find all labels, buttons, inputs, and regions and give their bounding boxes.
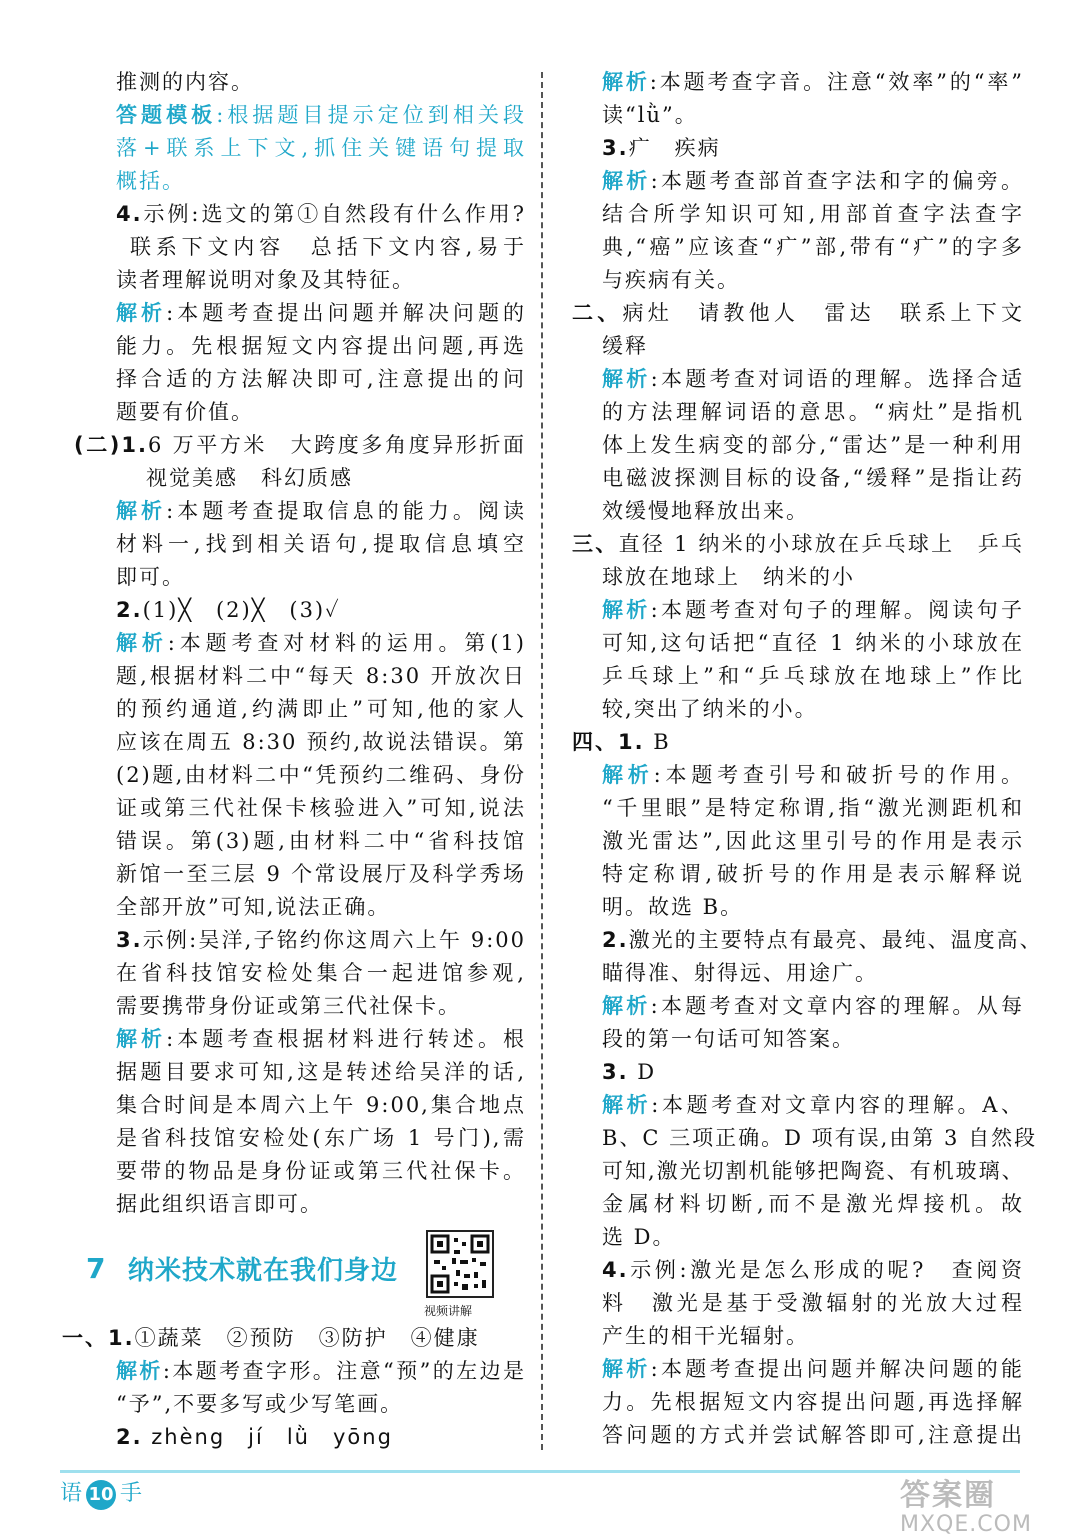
text-line: 据题目要求可知,这是转述给吴洋的话, <box>116 1060 526 1084</box>
column-divider <box>541 72 543 1450</box>
text-line: 段的第一句话可知答案。 <box>602 1027 855 1051</box>
section-header <box>86 1226 516 1330</box>
analysis: 解析:本题考查引号和破折号的作用。 <box>602 763 1025 787</box>
right-column <box>572 66 1043 1452</box>
question-3: 3.疒 疾病 <box>602 136 721 160</box>
analysis: 解析:本题考查根据材料进行转述。根 <box>116 1027 527 1051</box>
part-2-question-1: (二)1.6 万平方米 大跨度多角度异形折面 <box>74 433 526 457</box>
question-4: 4.示例:激光是怎么形成的呢? 查阅资 <box>602 1258 1024 1282</box>
text-line: 需要携带身份证或第三代社保卡。 <box>116 994 461 1018</box>
part-4-question-1: 四、1. B <box>572 730 671 754</box>
question-3: 3.示例:吴洋,子铭约你这周六上午 9:00 <box>116 928 526 952</box>
text-line: 答问题的方式并尝试解答即可,注意提出 <box>602 1423 1024 1447</box>
text-line: 落+联系上下文,抓住关键语句提取 <box>116 136 526 160</box>
footer-left-text: 语 <box>60 1481 83 1506</box>
text-line: 联系下文内容 总括下文内容,易于 <box>130 235 526 259</box>
question-2: 2.(1)╳ (2)╳ (3)✓ <box>116 598 341 622</box>
text-line: 的预约通道,约满即止”可知,他的家人 <box>116 697 526 721</box>
text-line: 与疾病有关。 <box>602 268 740 292</box>
text-line: 球放在地球上 纳米的小 <box>602 565 855 589</box>
text-line: “予”,不要多写或少写笔画。 <box>116 1392 404 1416</box>
text-line: 结合所学知识可知,用部首查字法查字 <box>602 202 1024 226</box>
watermark-text: 答案圈 <box>900 1478 996 1513</box>
text-line: 可知,这句话把“直径 1 纳米的小球放在 <box>602 631 1024 655</box>
text-line: 明。故选 B。 <box>602 895 744 919</box>
text-line: 能力。先根据短文内容提出问题,再选 <box>116 334 526 358</box>
text-line: 较,突出了纳米的小。 <box>602 697 818 721</box>
text-line: 特定称谓,破折号的作用是表示解释说 <box>602 862 1024 886</box>
text-line: 据此组织语言即可。 <box>116 1192 323 1216</box>
text-line: 择合适的方法解决即可,注意提出的问 <box>116 367 526 391</box>
part-1-question-1: 一、1.①蔬菜 ②预防 ③防护 ④健康 <box>62 1326 480 1350</box>
text-line: 在省科技馆安检处集合一起进馆参观, <box>116 961 526 985</box>
section-title: 纳米技术就在我们身边 <box>128 1256 399 1286</box>
qr-code-icon[interactable] <box>426 1230 494 1298</box>
text-line: B、C 三项正确。D 项有误,由第 3 自然段 <box>602 1126 1038 1150</box>
part-2: 二、病灶 请教他人 雷达 联系上下文 <box>572 301 1025 325</box>
analysis: 解析:本题考查字形。注意“预”的左边是 <box>116 1359 526 1383</box>
text-line: 读“lǜ”。 <box>602 103 698 127</box>
watermark <box>900 1470 1070 1537</box>
text-line: 缓释 <box>602 334 648 358</box>
page-footer <box>60 1476 142 1516</box>
text-line: 电磁波探测目标的设备,“缓释”是指让药 <box>602 466 1024 490</box>
question-4: 4.示例:选文的第①自然段有什么作用? <box>116 202 526 226</box>
text-line: 概括。 <box>116 169 185 193</box>
text-line: 新馆一至三层 9 个常设展厅及科学秀场 <box>116 862 526 886</box>
text-line: 可知,激光切割机能够把陶瓷、有机玻璃、 <box>602 1159 1025 1183</box>
analysis: 解析:本题考查对句子的理解。阅读句子 <box>602 598 1025 622</box>
text-line: 料 激光是基于受激辐射的光放大过程 <box>602 1291 1024 1315</box>
text-line: 材料一,找到相关语句,提取信息填空 <box>116 532 526 556</box>
text-line: 全部开放”可知,说法正确。 <box>116 895 391 919</box>
text-line: 选 D。 <box>602 1225 676 1249</box>
text-line: 证或第三代社保卡核验进入”可知,说法 <box>116 796 526 820</box>
text-line: 激光雷达”,因此这里引号的作用是表示 <box>602 829 1024 853</box>
question-3b: 3. D <box>602 1060 657 1084</box>
analysis: 解析:本题考查提出问题并解决问题的 <box>116 301 527 325</box>
qr-caption: 视频讲解 <box>424 1304 473 1318</box>
text-line: “千里眼”是特定称谓,指“激光测距机和 <box>602 796 1024 820</box>
text-line: 效缓慢地释放出来。 <box>602 499 809 523</box>
page-number: 10 <box>86 1480 116 1510</box>
watermark-url: MXQE.COM <box>900 1512 1032 1537</box>
text-line: 典,“癌”应该查“疒”部,带有“疒”的字多 <box>602 235 1024 259</box>
analysis: 解析:本题考查对文章内容的理解。A、 <box>602 1093 1024 1117</box>
question-2-pinyin: 2. zhèng jí lǜ yōng <box>116 1425 393 1449</box>
part-3: 三、直径 1 纳米的小球放在乒乓球上 乒乓 <box>572 532 1024 556</box>
text-line: 应该在周五 8:30 预约,故说法错误。第 <box>116 730 526 754</box>
analysis: 解析:本题考查对文章内容的理解。从每 <box>602 994 1025 1018</box>
text-line: 是省科技馆安检处(东广场 1 号门),需 <box>116 1126 526 1150</box>
text-line: 推测的内容。 <box>116 70 254 94</box>
analysis: 解析:本题考查字音。注意“效率”的“率” <box>602 70 1024 94</box>
footer-right-text: 手 <box>120 1481 143 1506</box>
text-line: 金属材料切断,而不是激光焊接机。故 <box>602 1192 1024 1216</box>
analysis: 解析:本题考查部首查字法和字的偏旁。 <box>602 169 1025 193</box>
text-line: 题要有价值。 <box>116 400 254 424</box>
template-label: 答题模板 <box>116 103 217 127</box>
text-line: 视觉美感 科幻质感 <box>146 466 353 490</box>
text-line: 错误。第(3)题,由材料二中“省科技馆 <box>116 829 526 853</box>
text-line: 要带的物品是身份证或第三代社保卡。 <box>116 1159 526 1183</box>
text-line: 的方法理解词语的意思。“病灶”是指机 <box>602 400 1024 424</box>
section-number: 7 <box>86 1252 106 1285</box>
answer-template: 答题模板:根据题目提示定位到相关段 <box>116 103 526 127</box>
left-column-bottom <box>62 1322 526 1454</box>
text-line: 瞄得准、射得远、用途广。 <box>602 961 878 985</box>
analysis: 解析:本题考查提出问题并解决问题的能 <box>602 1357 1025 1381</box>
left-column <box>74 66 527 1221</box>
text-line: 题,根据材料二中“每天 8:30 开放次日 <box>116 664 526 688</box>
text-line: 乒乓球上”和“乒乓球放在地球上”作比 <box>602 664 1024 688</box>
analysis: 解析:本题考查对材料的运用。第(1) <box>116 631 527 655</box>
text-line: (2)题,由材料二中“凭预约二维码、身份 <box>116 763 526 787</box>
footer-rule <box>60 1470 1020 1473</box>
text-line: 读者理解说明对象及其特征。 <box>116 268 415 292</box>
analysis: 解析:本题考查提取信息的能力。阅读 <box>116 499 527 523</box>
analysis: 解析:本题考查对词语的理解。选择合适 <box>602 367 1025 391</box>
text-line: 力。先根据短文内容提出问题,再选择解 <box>602 1390 1024 1414</box>
text-line: 集合时间是本周六上午 9:00,集合地点 <box>116 1093 526 1117</box>
question-2: 2.激光的主要特点有最亮、最纯、温度高、 <box>602 928 1043 952</box>
text-line: 产生的相干光辐射。 <box>602 1324 809 1348</box>
text-line: 即可。 <box>116 565 185 589</box>
text-line: 体上发生病变的部分,“雷达”是一种利用 <box>602 433 1024 457</box>
